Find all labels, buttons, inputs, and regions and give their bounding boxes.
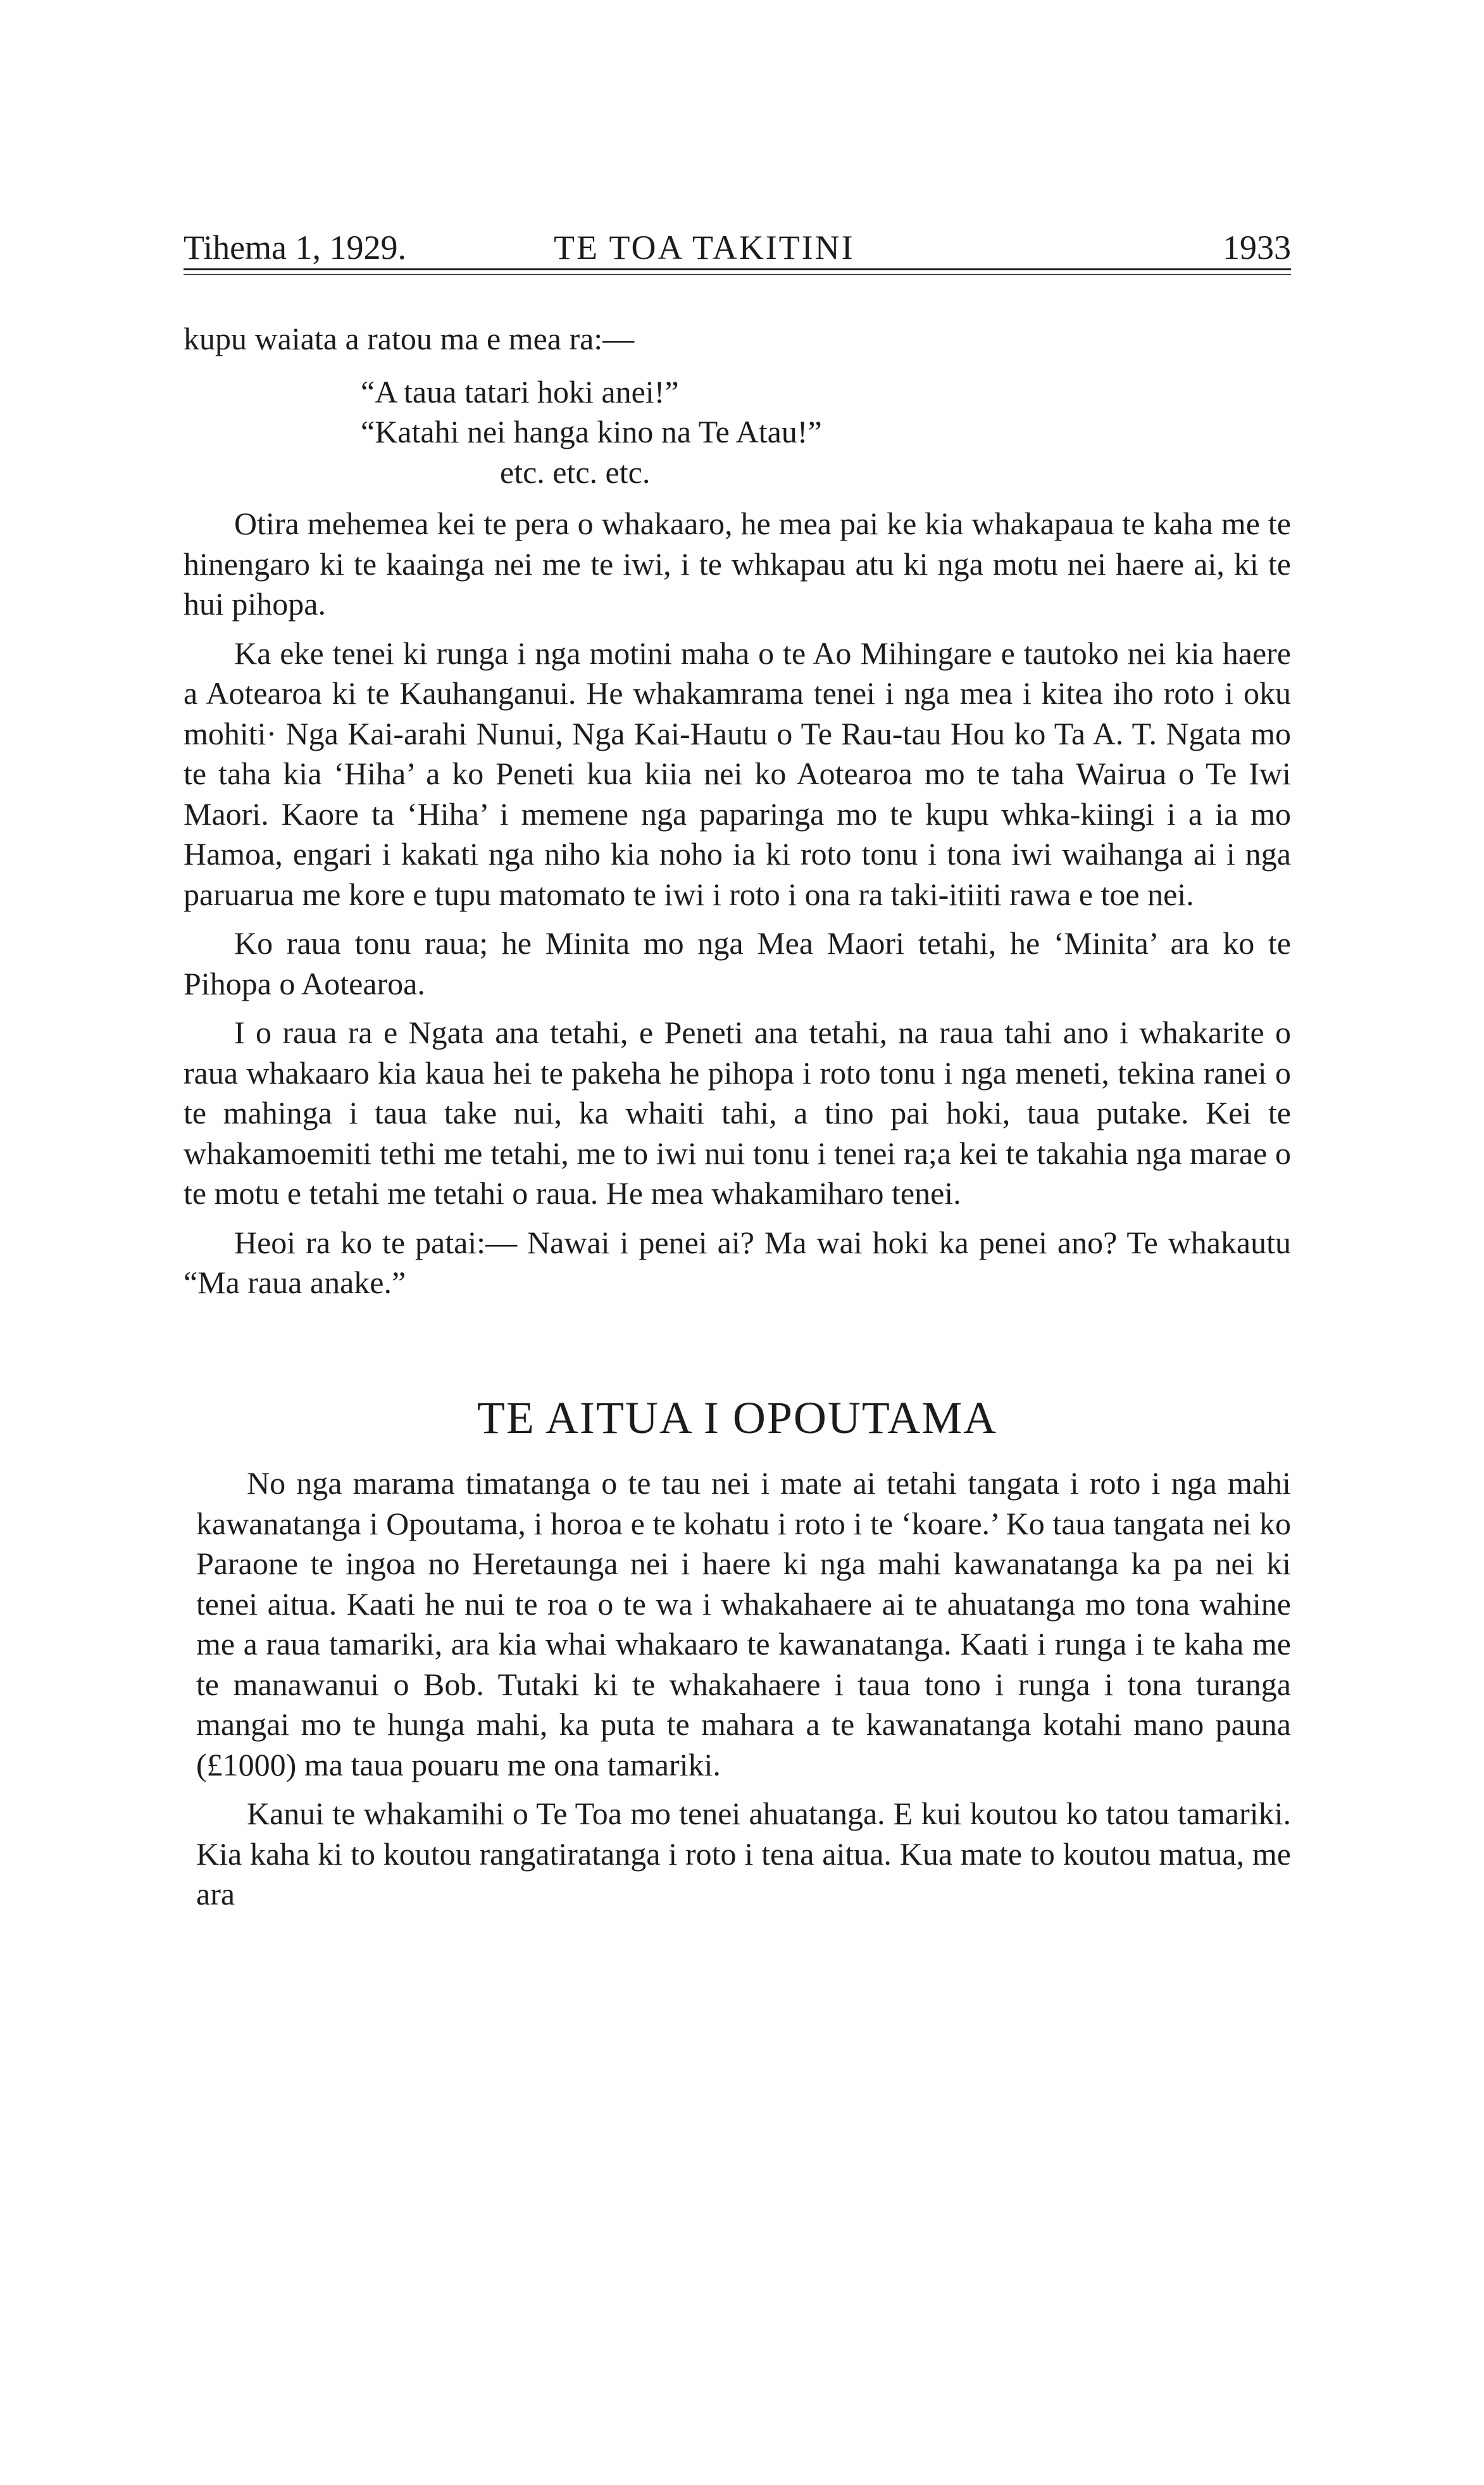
page-number: 1933 xyxy=(1223,228,1291,266)
verse-line: “A taua tatari hoki anei!” xyxy=(361,373,679,410)
paragraph: Ko raua tonu raua; he Minita mo nga Mea Maori tetahi, he ‘Minita’ ara ko te Pihopa o Aotearoa. xyxy=(184,925,1291,1001)
verse-line: “Katahi nei hanga kino na Te Atau!” xyxy=(361,414,822,449)
header-date: Tihema 1, 1929. xyxy=(184,228,407,266)
header-rule-thick xyxy=(184,268,1291,270)
paragraph: I o raua ra e Ngata ana tetahi, e Peneti ana tetahi, na raua tahi ano i whakarite o raua whakaaro kia kaua hei te pakeha he pihopa i roto tonu i nga meneti, tekina ranei o te mahinga i taua take nui, ka whaiti tahi, a tino pai hoki, taua putake. Kei te whakamoemiti tethi me tetahi, me to iwi nui tonu i tenei ra;a kei te takahia nga marae o te motu e tetahi me tetahi o raua. He mea whakamiharo tenei. xyxy=(184,1015,1291,1211)
paragraph: Otira mehemea kei te pera o whakaaro, he mea pai ke kia whakapaua te kaha me te hinengaro ki te kaainga nei me te iwi, i te whkapau atu ki nga motu nei haere ai, ki te hui pihopa. xyxy=(184,506,1291,622)
journal-title: TE TOA TAKITINI xyxy=(554,228,855,266)
article-heading: TE AITUA I OPOUTAMA xyxy=(477,1392,998,1443)
verse-etc: etc. etc. etc. xyxy=(500,454,651,490)
paragraph: Ka eke tenei ki runga i nga motini maha o te Ao Mihingare e tautoko nei kia haere a Aotearoa ki te Kauhanganui. He whakamrama tenei i nga mea i kitea iho roto i oku mohiti· Nga Kai-arahi Nunui, Nga Kai-Hautu o Te Rau-tau Hou ko Ta A. T. Ngata mo te taha kia ‘Hiha’ a ko Peneti kua kiia nei ko Aotearoa mo te taha Wairua o Te Iwi Maori. Kaore ta ‘Hiha’ i memene nga paparinga mo te kupu whka-kiingi i a ia mo Hamoa, engari i kakati nga niho kia noho ia ki roto tonu i tona iwi waihanga ai i nga paruarua me kore e tupu matomato te iwi i roto i ona ra taki-itiiti rawa e toe nei. xyxy=(184,635,1291,912)
continuation-lead-line: kupu waiata a ratou ma e mea ra:— xyxy=(184,321,635,356)
header-rule-thin xyxy=(184,274,1291,275)
article-body xyxy=(196,1463,1291,1915)
running-header xyxy=(184,215,1291,266)
paragraph: Heoi ra ko te patai:— Nawai i penei ai? Ma wai hoki ka penei ano? Te whakautu “Ma raua anake.” xyxy=(184,1224,1291,1300)
article-paragraph: Kanui te whakamihi o Te Toa mo tenei ahuatanga. E kui koutou ko tatou tamariki. Kia kaha ki to koutou rangatiratanga i roto i tena aitua. Kua mate to koutou matua, me ara xyxy=(196,1796,1291,1912)
page-body xyxy=(184,319,1291,1915)
article-paragraph: No nga marama timatanga o te tau nei i mate ai tetahi tangata i roto i nga mahi kawanatanga i Opoutama, i horoa e te kohatu i roto i te ‘koare.’ Ko taua tangata nei ko Paraone te ingoa no Heretaunga nei i haere ki nga mahi kawanatanga ka pa nei ki tenei aitua. Kaati he nui te roa o te wa i whakahaere ai te ahuatanga mo tona wahine me a raua tamariki, ara kia whai whakaaro te kawanatanga. Kaati i runga i te kaha me te manawanui o Bob. Tutaki ki te whakahaere i taua tono i runga i tona turanga mangai mo te hunga mahi, ka puta te mahara a te kawanatanga kotahi mano pauna (£1000) ma taua pouaru me ona tamariki. xyxy=(196,1465,1291,1782)
song-verse xyxy=(361,372,1291,493)
book-page xyxy=(184,215,1291,1924)
